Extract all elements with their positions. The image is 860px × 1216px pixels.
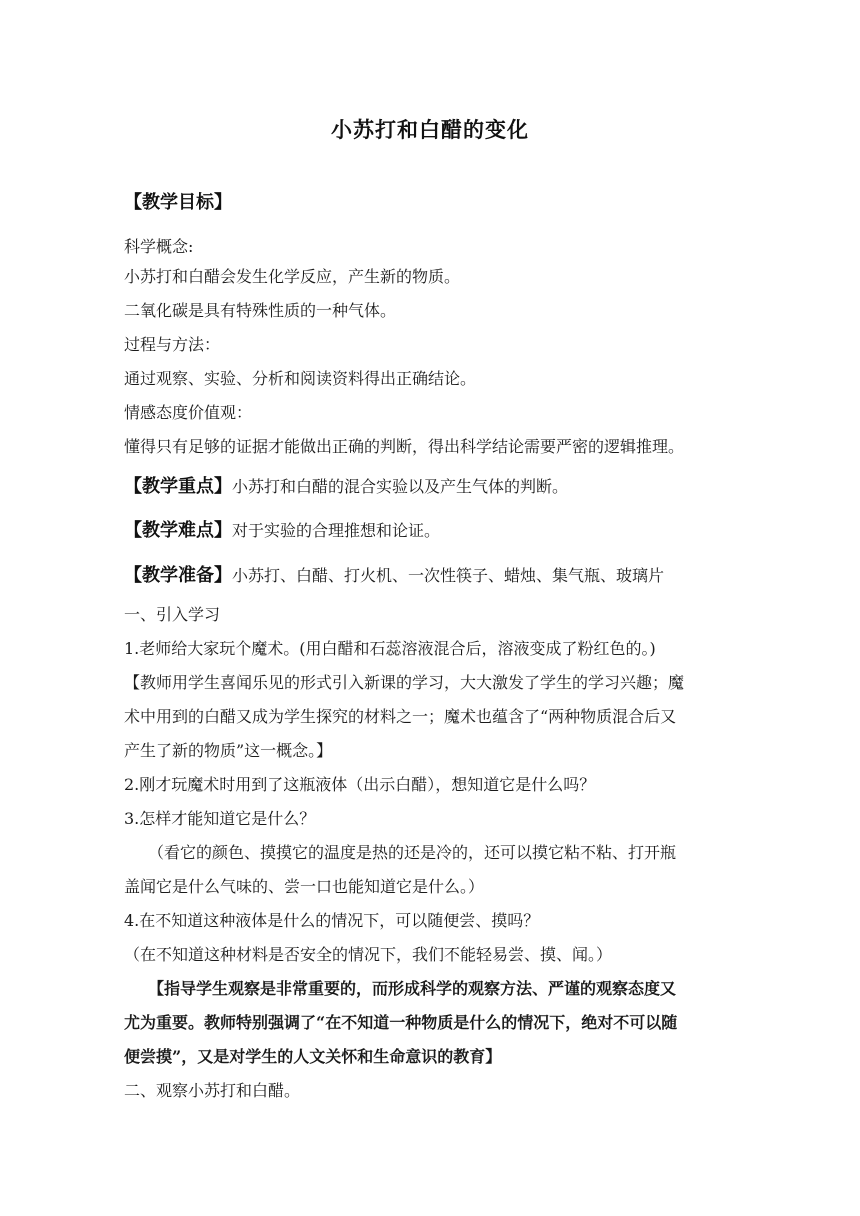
section1-line-8: 盖闻它是什么气味的、尝一口也能知道它是什么。） [124, 877, 485, 896]
document-title: 小苏打和白醋的变化 [331, 118, 529, 142]
preparation-text: 小苏打、白醋、打火机、一次性筷子、蜡烛、集气瓶、玻璃片 [232, 566, 665, 585]
difficulty-text: 对于实验的合理推想和论证。 [232, 521, 441, 540]
section1-line-3: 术中用到的白醋又成为学生探究的材料之一；魔术也蕴含了“两种物质混合后又 [124, 707, 677, 726]
section1-line-7: （看它的颜色、摸摸它的温度是热的还是冷的，还可以摸它粘不粘、打开瓶 [124, 843, 677, 862]
difficulty-label: 【教学难点】 [124, 520, 232, 541]
key-point-text: 小苏打和白醋的混合实验以及产生气体的判断。 [232, 477, 569, 496]
goals-heading: 【教学目标】 [124, 192, 232, 213]
goals-line-concept-2: 二氧化碳是具有特殊性质的一种气体。 [124, 301, 397, 320]
section1-line-6: 3.怎样才能知道它是什么？ [124, 809, 316, 828]
preparation-label: 【教学准备】 [124, 565, 232, 586]
key-point-label: 【教学重点】 [124, 476, 232, 497]
section1-line-9: 4.在不知道这种液体是什么的情况下，可以随便尝、摸吗？ [124, 911, 540, 930]
section1-line-4: 产生了新的物质”这一概念。】 [124, 741, 333, 760]
goals-line-attitude-1: 懂得只有足够的证据才能做出正确的判断，得出科学结论需要严密的逻辑推理。 [124, 437, 685, 456]
key-point-paragraph [124, 476, 746, 498]
goals-line-concept-1: 小苏打和白醋会发生化学反应，产生新的物质。 [124, 267, 461, 286]
goals-line-attitude-label: 情感态度价值观： [124, 403, 253, 422]
goals-line-concept-label: 科学概念: [124, 237, 194, 256]
preparation-paragraph [124, 565, 746, 587]
section1-line-1: 1.老师给大家玩个魔术。(用白醋和石蕊溶液混合后，溶液变成了粉红色的。) [124, 639, 656, 658]
section1-line-12: 尤为重要。教师特别强调了“在不知道一种物质是什么的情况下，绝对不可以随 [124, 1013, 678, 1032]
section2-heading: 二、观察小苏打和白醋。 [124, 1081, 301, 1100]
section1-line-5: 2.刚才玩魔术时用到了这瓶液体（出示白醋），想知道它是什么吗？ [124, 775, 596, 794]
section1-line-11: 【指导学生观察是非常重要的，而形成科学的观察方法、严谨的观察态度又 [124, 979, 677, 998]
goals-line-process-label: 过程与方法： [124, 335, 221, 354]
section1-heading: 一、引入学习 [124, 605, 221, 624]
section1-line-2: 【教师用学生喜闻乐见的形式引入新课的学习，大大激发了学生的学习兴趣；魔 [124, 673, 685, 692]
difficulty-paragraph [124, 520, 746, 542]
section1-line-13: 便尝摸”，又是对学生的人文关怀和生命意识的教育】 [124, 1047, 502, 1066]
section1-line-10: （在不知道这种材料是否安全的情况下，我们不能轻易尝、摸、闻。） [124, 945, 613, 964]
goals-line-process-1: 通过观察、实验、分析和阅读资料得出正确结论。 [124, 369, 477, 388]
